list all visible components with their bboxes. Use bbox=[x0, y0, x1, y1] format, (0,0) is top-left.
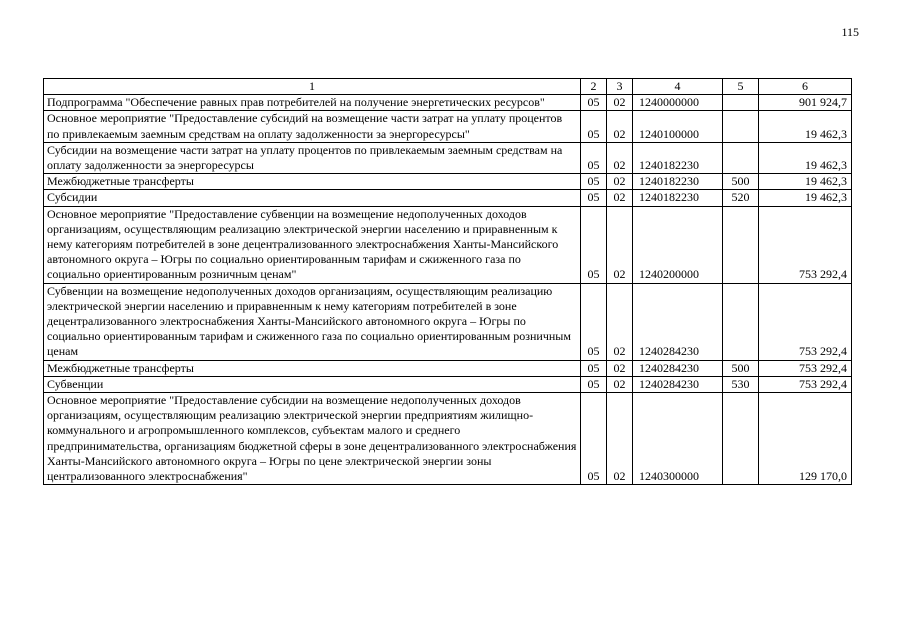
row-expense-type bbox=[723, 142, 759, 173]
row-subsection: 02 bbox=[607, 206, 633, 283]
row-subsection: 02 bbox=[607, 190, 633, 206]
table-row bbox=[44, 111, 852, 142]
row-target-code: 1240284230 bbox=[633, 360, 723, 376]
row-sum: 753 292,4 bbox=[759, 283, 852, 360]
row-target-code: 1240300000 bbox=[633, 393, 723, 485]
row-expense-type bbox=[723, 95, 759, 111]
row-sum: 19 462,3 bbox=[759, 190, 852, 206]
row-expense-type bbox=[723, 393, 759, 485]
row-target-code: 1240182230 bbox=[633, 142, 723, 173]
row-sum: 19 462,3 bbox=[759, 174, 852, 190]
row-expense-type: 520 bbox=[723, 190, 759, 206]
row-name: Субвенции bbox=[44, 376, 581, 392]
row-section: 05 bbox=[581, 142, 607, 173]
header-cell-name: 1 bbox=[44, 79, 581, 95]
budget-table bbox=[43, 78, 852, 485]
row-name: Подпрограмма "Обеспечение равных прав потребителей на получение энергетических ресурсов" bbox=[44, 95, 581, 111]
header-row bbox=[44, 79, 852, 95]
header-cell-subsection: 3 bbox=[607, 79, 633, 95]
table-row bbox=[44, 376, 852, 392]
row-section: 05 bbox=[581, 393, 607, 485]
row-subsection: 02 bbox=[607, 360, 633, 376]
header-cell-expense-type: 5 bbox=[723, 79, 759, 95]
row-expense-type bbox=[723, 283, 759, 360]
row-subsection: 02 bbox=[607, 376, 633, 392]
row-name: Основное мероприятие "Предоставление субсидии на возмещение недополученных доходов организациям, осуществляющим реализацию электрической энергии предприятиям жилищно-коммунального и агропромышленного комплексов, субъектам малого и среднего предпринимательства, организациям бюджетной сферы в зоне децентрализованного электроснабжения Ханты-Мансийского автономного округа – Югры по цене электрической энергии зоны централизованного электроснабжения" bbox=[44, 393, 581, 485]
header-cell-target-code: 4 bbox=[633, 79, 723, 95]
row-subsection: 02 bbox=[607, 283, 633, 360]
table-row bbox=[44, 190, 852, 206]
row-name: Основное мероприятие "Предоставление субсидий на возмещение части затрат на уплату процентов по привлекаемым заемным средствам на оплату задолженности за энергоресурсы" bbox=[44, 111, 581, 142]
row-section: 05 bbox=[581, 190, 607, 206]
page-number: 115 bbox=[841, 25, 859, 39]
row-sum: 19 462,3 bbox=[759, 111, 852, 142]
table-row bbox=[44, 142, 852, 173]
row-expense-type: 500 bbox=[723, 360, 759, 376]
row-name: Межбюджетные трансферты bbox=[44, 360, 581, 376]
row-expense-type bbox=[723, 206, 759, 283]
table-row bbox=[44, 283, 852, 360]
row-name: Межбюджетные трансферты bbox=[44, 174, 581, 190]
row-target-code: 1240182230 bbox=[633, 174, 723, 190]
row-section: 05 bbox=[581, 206, 607, 283]
row-target-code: 1240100000 bbox=[633, 111, 723, 142]
header-cell-sum: 6 bbox=[759, 79, 852, 95]
row-section: 05 bbox=[581, 111, 607, 142]
table-row bbox=[44, 206, 852, 283]
header-cell-section: 2 bbox=[581, 79, 607, 95]
table-row bbox=[44, 360, 852, 376]
row-expense-type bbox=[723, 111, 759, 142]
row-target-code: 1240284230 bbox=[633, 283, 723, 360]
table-row bbox=[44, 95, 852, 111]
row-sum: 901 924,7 bbox=[759, 95, 852, 111]
row-sum: 753 292,4 bbox=[759, 206, 852, 283]
row-subsection: 02 bbox=[607, 142, 633, 173]
row-name: Субсидии bbox=[44, 190, 581, 206]
table-row bbox=[44, 174, 852, 190]
row-subsection: 02 bbox=[607, 95, 633, 111]
row-sum: 129 170,0 bbox=[759, 393, 852, 485]
table-row bbox=[44, 393, 852, 485]
row-sum: 753 292,4 bbox=[759, 360, 852, 376]
row-sum: 19 462,3 bbox=[759, 142, 852, 173]
row-target-code: 1240182230 bbox=[633, 190, 723, 206]
row-name: Субсидии на возмещение части затрат на уплату процентов по привлекаемым заемным средствам на оплату задолженности за энергоресурсы bbox=[44, 142, 581, 173]
row-section: 05 bbox=[581, 95, 607, 111]
row-section: 05 bbox=[581, 283, 607, 360]
row-expense-type: 530 bbox=[723, 376, 759, 392]
row-target-code: 1240000000 bbox=[633, 95, 723, 111]
row-target-code: 1240200000 bbox=[633, 206, 723, 283]
row-section: 05 bbox=[581, 376, 607, 392]
row-sum: 753 292,4 bbox=[759, 376, 852, 392]
row-target-code: 1240284230 bbox=[633, 376, 723, 392]
row-subsection: 02 bbox=[607, 393, 633, 485]
row-section: 05 bbox=[581, 360, 607, 376]
row-subsection: 02 bbox=[607, 174, 633, 190]
row-name: Основное мероприятие "Предоставление субвенции на возмещение недополученных доходов организациям, осуществляющим реализацию электрической энергии населению и приравненным к нему категориям потребителей в зоне децентрализованного электроснабжения Ханты-Мансийского автономного округа – Югры по социально ориентированным тарифам и сжиженного газа по социально ориентированным розничным ценам" bbox=[44, 206, 581, 283]
row-section: 05 bbox=[581, 174, 607, 190]
row-expense-type: 500 bbox=[723, 174, 759, 190]
row-name: Субвенции на возмещение недополученных доходов организациям, осуществляющим реализацию электрической энергии населению и приравненным к нему категориям потребителей в зоне децентрализованного электроснабжения Ханты-Мансийского автономного округа – Югры по социально ориентированным тарифам и сжиженного газа по социально ориентированным розничным ценам bbox=[44, 283, 581, 360]
row-subsection: 02 bbox=[607, 111, 633, 142]
